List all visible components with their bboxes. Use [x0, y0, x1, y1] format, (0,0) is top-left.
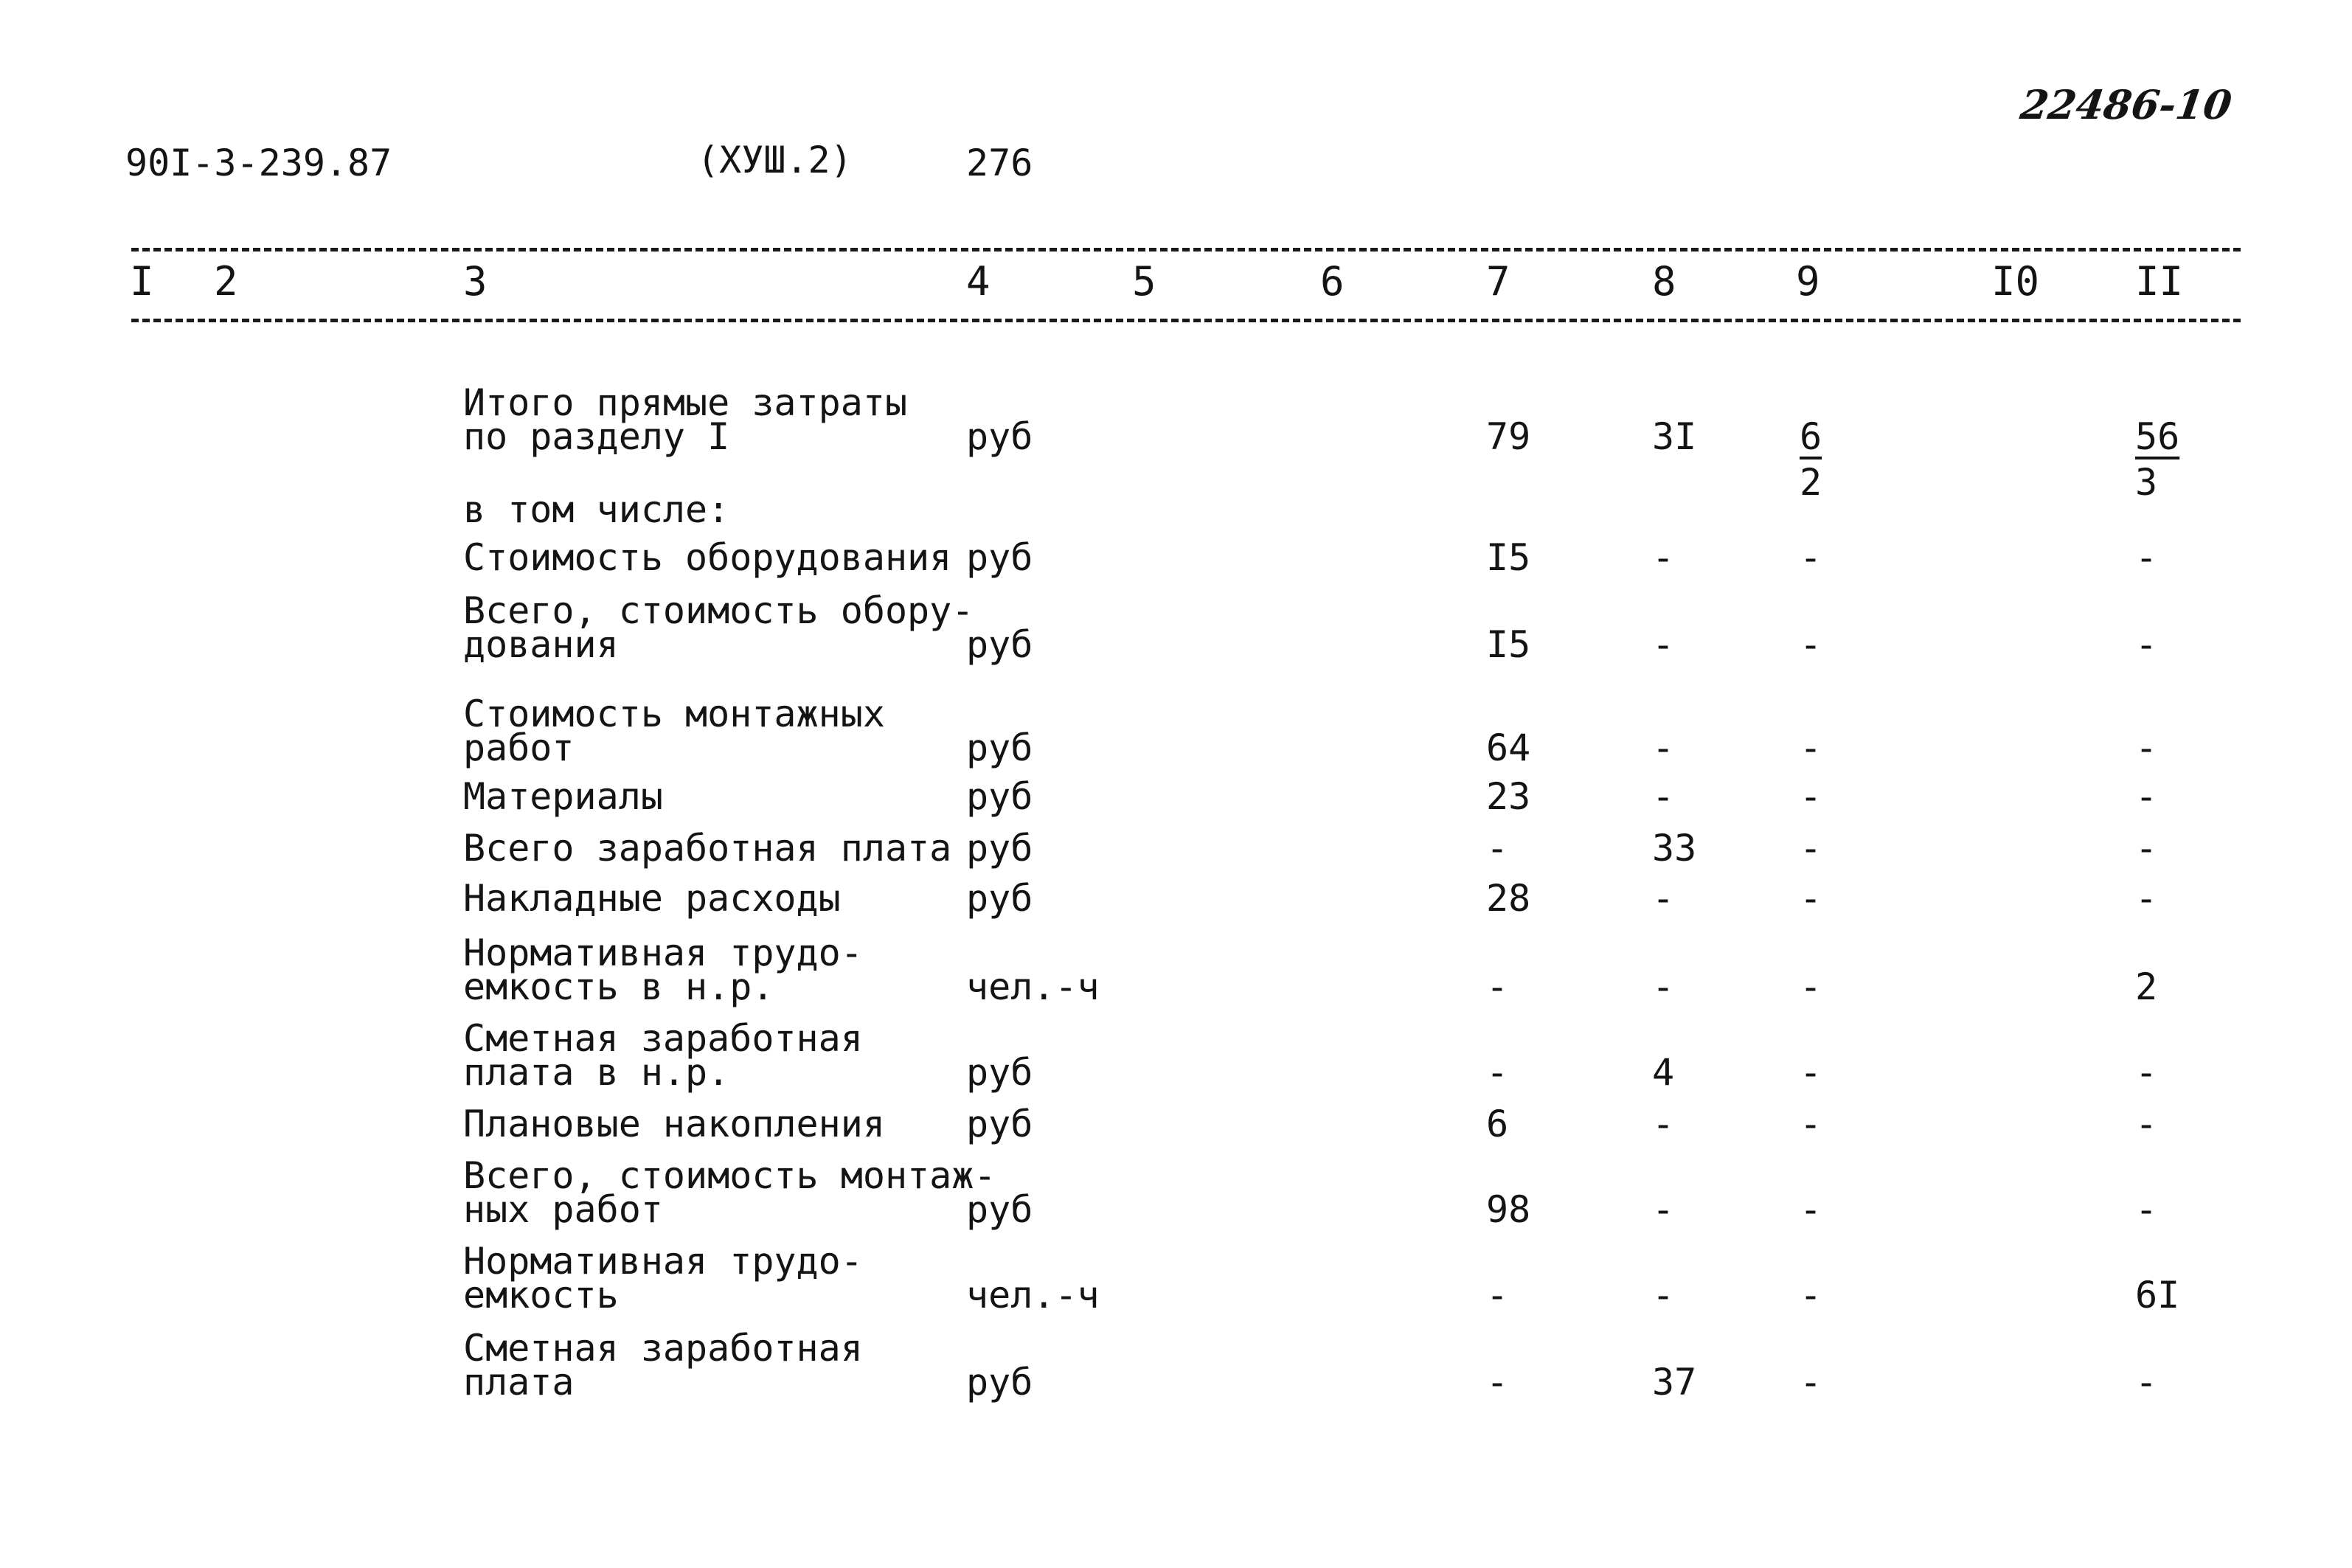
row-name-line: Сметная заработная: [463, 1017, 863, 1060]
row-unit: руб: [966, 1051, 1033, 1094]
row-col7-value: -: [1486, 1361, 1509, 1404]
row-name-line: плата: [463, 1361, 575, 1404]
row-col9-value: -: [1800, 965, 1822, 1008]
row-name-line: Накладные расходы: [463, 877, 841, 920]
row-col9-value: -: [1800, 827, 1822, 870]
row-col9-value: -: [1800, 726, 1822, 769]
row-name-line: Стоимость монтажных: [463, 693, 885, 735]
row-name-line: Итого прямые затраты: [463, 381, 908, 424]
column-number-3: 3: [463, 258, 488, 305]
row-col7-value: 23: [1486, 775, 1531, 818]
row-col11-value: 56: [2135, 415, 2180, 458]
handwritten-stamp-number: 22486-10: [2017, 81, 2235, 128]
row-col9-value: -: [1800, 1188, 1822, 1231]
row-unit: руб: [966, 415, 1033, 458]
row-unit: чел.-ч: [966, 1274, 1100, 1317]
row-unit: чел.-ч: [966, 965, 1100, 1008]
column-number-11: II: [2135, 258, 2184, 305]
row-unit: руб: [966, 1188, 1033, 1231]
row-col9-value: -: [1800, 877, 1822, 920]
row-col7-value: -: [1486, 965, 1509, 1008]
row-col8-value: 37: [1652, 1361, 1697, 1404]
row-col11-value: -: [2135, 536, 2158, 579]
row-unit: руб: [966, 1361, 1033, 1404]
row-col11-value: -: [2135, 1051, 2158, 1094]
row-col9-subvalue: 2: [1800, 461, 1822, 504]
row-col9-value: -: [1800, 1103, 1822, 1145]
row-col7-value: -: [1486, 827, 1509, 870]
column-number-4: 4: [966, 258, 991, 305]
header-top-rule: [131, 248, 2241, 251]
row-col8-value: -: [1652, 775, 1675, 818]
row-name-line: Нормативная трудо-: [463, 1240, 863, 1283]
section-code: (ХУШ.2): [697, 139, 853, 181]
row-unit: руб: [966, 877, 1033, 920]
row-col11-value: -: [2135, 1103, 2158, 1145]
row-name-line: Материалы: [463, 775, 663, 818]
row-col8-value: 33: [1652, 827, 1697, 870]
row-unit: руб: [966, 1103, 1033, 1145]
column-number-8: 8: [1652, 258, 1676, 305]
row-col8-value: -: [1652, 623, 1675, 666]
row-col7-value: -: [1486, 1274, 1509, 1317]
row-unit: руб: [966, 827, 1033, 870]
row-name-line: Всего заработная плата: [463, 827, 952, 870]
row-name-line: дования: [463, 623, 619, 666]
row-col9-value: -: [1800, 1051, 1822, 1094]
row-col11-value: -: [2135, 726, 2158, 769]
page-number: 276: [966, 142, 1033, 184]
row-name-line: емкость в н.р.: [463, 965, 774, 1008]
row-name-line: работ: [463, 726, 575, 769]
row-col11-value: 6I: [2135, 1274, 2180, 1317]
row-col11-value: -: [2135, 1188, 2158, 1231]
row-col8-value: 4: [1652, 1051, 1675, 1094]
row-name-line: Сметная заработная: [463, 1327, 863, 1370]
row-col7-value: 28: [1486, 877, 1531, 920]
row-name-line: Всего, стоимость обору-: [463, 589, 974, 632]
row-col9-value: 6: [1800, 415, 1822, 458]
column-number-2: 2: [214, 258, 238, 305]
row-col9-value: -: [1800, 623, 1822, 666]
row-name-line: по разделу I: [463, 415, 730, 458]
row-col11-value: 2: [2135, 965, 2158, 1008]
row-col11-subvalue: 3: [2135, 461, 2158, 504]
row-col8-value: -: [1652, 1188, 1675, 1231]
row-name-line: емкость: [463, 1274, 619, 1317]
column-number-9: 9: [1796, 258, 1820, 305]
row-unit: руб: [966, 536, 1033, 579]
row-col9-value: -: [1800, 1274, 1822, 1317]
row-col11-value: -: [2135, 827, 2158, 870]
row-col7-value: I5: [1486, 536, 1531, 579]
row-col11-value: -: [2135, 1361, 2158, 1404]
row-col8-value: -: [1652, 877, 1675, 920]
column-number-1: I: [130, 258, 154, 305]
row-col9-value: -: [1800, 536, 1822, 579]
header-bottom-rule: [131, 319, 2241, 322]
column-number-7: 7: [1486, 258, 1510, 305]
row-name-line: Нормативная трудо-: [463, 932, 863, 974]
row-col8-value: -: [1652, 965, 1675, 1008]
row-name-line: Плановые накопления: [463, 1103, 885, 1145]
row-col8-value: 3I: [1652, 415, 1697, 458]
row-col7-value: -: [1486, 1051, 1509, 1094]
row-col7-value: 64: [1486, 726, 1531, 769]
row-col7-value: 6: [1486, 1103, 1509, 1145]
row-unit: руб: [966, 623, 1033, 666]
row-col11-value: -: [2135, 623, 2158, 666]
row-col11-value: -: [2135, 877, 2158, 920]
row-col8-value: -: [1652, 1274, 1675, 1317]
row-name-line: ных работ: [463, 1188, 663, 1231]
row-name-line: Всего, стоимость монтаж-: [463, 1154, 996, 1197]
row-col9-value: -: [1800, 1361, 1822, 1404]
row-col9-value: -: [1800, 775, 1822, 818]
column-number-10: I0: [1991, 258, 2040, 305]
row-name-line: в том числе:: [463, 488, 730, 531]
row-unit: руб: [966, 726, 1033, 769]
row-col8-value: -: [1652, 726, 1675, 769]
document-code: 90I-3-239.87: [125, 142, 392, 184]
row-unit: руб: [966, 775, 1033, 818]
row-col7-value: 98: [1486, 1188, 1531, 1231]
row-col7-value: 79: [1486, 415, 1531, 458]
row-col8-value: -: [1652, 536, 1675, 579]
column-number-6: 6: [1320, 258, 1345, 305]
row-name-line: плата в н.р.: [463, 1051, 730, 1094]
row-col7-value: I5: [1486, 623, 1531, 666]
column-number-5: 5: [1132, 258, 1156, 305]
row-col8-value: -: [1652, 1103, 1675, 1145]
row-name-line: Стоимость оборудования: [463, 536, 952, 579]
row-col11-value: -: [2135, 775, 2158, 818]
